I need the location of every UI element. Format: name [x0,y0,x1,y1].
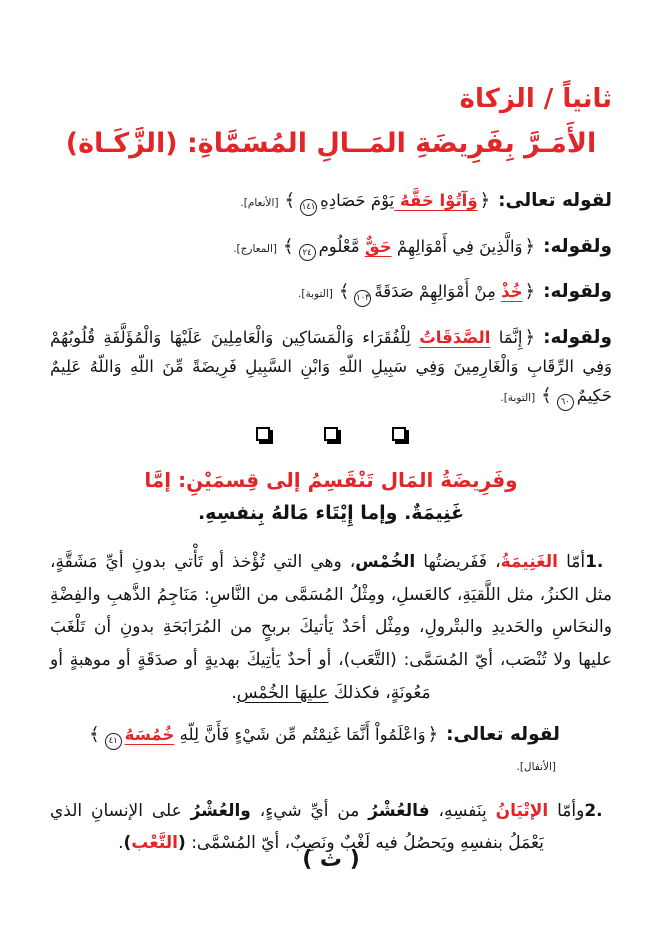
ornate-bracket-close: ﴾ [284,190,296,211]
verse-line-4 [44,322,612,412]
page-subtitle: الأَمَـرَّ بِفَرِيضَةِ المَــالِ المُسَمَّاةِ: (الزَّكَـاة) [65,128,597,159]
surah-reference: [التوبة]. [500,392,536,405]
verse-line-3 [50,276,612,308]
square-bullet [324,427,338,441]
ayah-number-badge: ٦٠ [557,394,574,411]
square-bullet [392,427,406,441]
ornate-bracket-open: ﴿ [427,724,439,746]
ornate-bracket-close: ﴾ [283,235,294,257]
surah-reference: [التوبة]. [298,288,333,301]
quran-text: وَاعْلَمُواْ أَنَّمَا غَنِمْتُم مِّن شَيْءٍ فَأَنَّ لِلّهِ خُمُسَهُ [124,725,426,745]
section-heading-red: وفَرِيضَةُ المَال تَنْقَسِمُ إلى قِسمَيْنِ: إمَّا [144,468,518,493]
surah-reference: [الأنعام]. [240,197,279,209]
quran-text: خُذْ مِنْ أَمْوَالِهِمْ صَدَقَةً [374,282,523,302]
ornate-bracket-open: ﴿ [479,190,491,211]
squares-divider [50,426,612,452]
square-bullet [256,427,270,441]
quran-text: وَالَّذِينَ فِي أَمْوَالِهِمْ حَقٌّ مَّعْلُوم [318,236,523,256]
section-heading-black: غَنِيمَةٌ. وإما إِيْتَاء مَالهُ بِنفسِهِ. [197,502,465,525]
verse-line-2 [50,231,612,263]
page-number-marker: ( ث ) [302,847,360,872]
ornate-bracket-close: ﴾ [541,385,552,407]
verse-intro: لقوله تعالى: [446,724,560,746]
ayah-number-badge: ١٠٣ [354,290,371,307]
verse-intro: لقوله تعالى: [498,190,612,211]
quran-text: إِنَّمَا الصَّدَقَاتُ لِلْفُقَرَاء وَالْمَسَاكِين وَالْعَامِلِينَ عَلَيْهَا وَالْمُؤَلَّفَةِ قُلُوبُهُمْ وَفِي الرِّقَابِ وَالْغَارِمِينَ وَفِي سَبِيلِ اللّهِ وَابْنِ السَّبِيلِ فَرِيضَةً مِّنَ اللّهِ وَاللّهُ عَلِيمٌ حَكِيمٌ [44,327,612,406]
surah-reference: [الأنفال]. [516,760,556,773]
verse-line-5 [50,719,612,779]
ornate-bracket-open: ﴿ [524,326,536,348]
ornate-bracket-open: ﴿ [524,235,536,257]
surah-reference: [المعارج]. [233,242,278,255]
paragraph-ityan: 2. وأمّا الإتْيَانُ بِنَفسِهِ، فالعُشْرُ من أيِّ شيءٍ، والعُشْرُ على الإنسانِ الذي يَعْمَلُ بنفسِهِ ويَحصُلُ فيه لَغْبٌ ونَصِبٌ، أيّ المُسْمَّى: (التَّعْب). [44,800,612,854]
paragraph-ghanimah: 1. أمّا الغَنِيمَةُ، فَفَريضتُها الخُمْس، وهي التي تُؤْخذ أو تَأْتي بدونِ أيِّ مَشَقَّةٍ، مثل الكنزُ، مثل اللَّقيَةِ، كالعَسلِ، ومِثْلُ المُسَمَّى من النَّاسِ: مَنَاجِمُ الذَّهبِ والفِضْةِ والنحَاسِ والحَديدِ والبتْرولِ، ومِثْل أحَدٌ يَأتيكَ بربحٍ من المُرَابَحَةِ بدونِ أن تَلْغَبَ عليها ولا تُنْصَب، أيّ المُسَمَّى: (التَّعَب)، أو أحدٌ يَأتِيكَ بهديةٍ أو صدَقَةٍ أو موهبةٍ أو مَعُونَةٍ، فكذلكَ عليهَا الخُمْس. [44,552,612,703]
ornate-bracket-open: ﴿ [524,281,536,303]
ayah-number-badge: ٤١ [105,733,122,750]
verse-intro: ولقوله: [543,326,612,348]
ayah-number-badge: ١٤١ [300,199,317,216]
page-title: ثانياً / الزكاة [459,84,612,114]
ayah-number-badge: ٢٤ [299,244,316,261]
quran-text: وَآتُوْا حَقَّهُ يَوْمَ حَصَادِهِ [320,191,478,210]
verse-intro: ولقوله: [543,281,612,303]
verse-intro: ولقوله: [543,235,612,257]
ornate-bracket-close: ﴾ [338,281,350,303]
verse-line-1 [50,185,612,217]
ornate-bracket-close: ﴾ [89,724,100,746]
